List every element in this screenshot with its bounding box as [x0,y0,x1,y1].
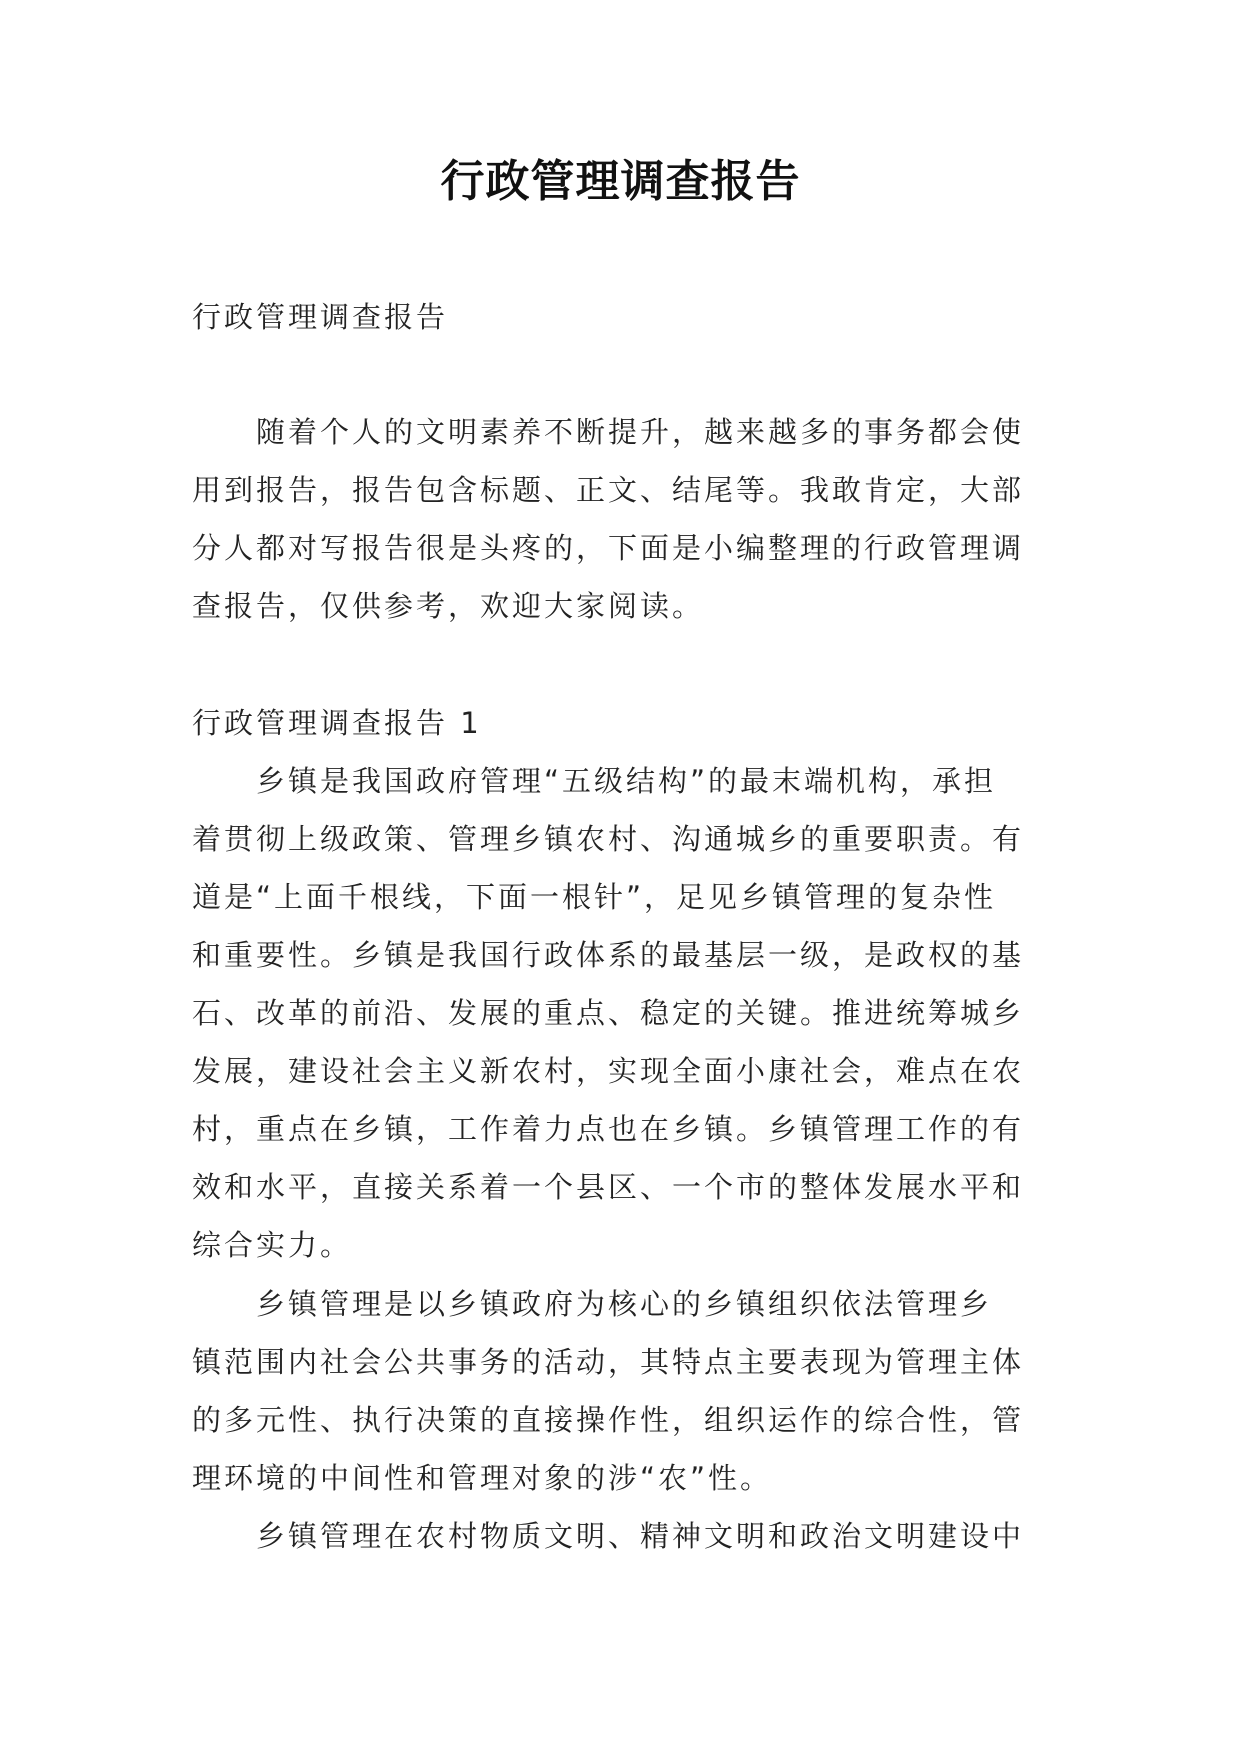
paragraph-line: 效和水平，直接关系着一个县区、一个市的整体发展水平和 [192,1170,1025,1204]
paragraph-line: 着贯彻上级政策、管理乡镇农村、沟通城乡的重要职责。有 [192,822,1025,856]
document-title: 行政管理调查报告 [440,156,801,207]
paragraph-line: 乡镇管理是以乡镇政府为核心的乡镇组织依法管理乡 [256,1287,993,1321]
paragraph-line: 石、改革的前沿、发展的重点、稳定的关键。推进统筹城乡 [192,996,1025,1030]
paragraph-line: 理环境的中间性和管理对象的涉“农”性。 [192,1461,773,1495]
section-heading-text: 行政管理调查报告 1 [192,706,482,740]
paragraph-line: 随着个人的文明素养不断提升，越来越多的事务都会使 [256,415,1025,449]
paragraph-line: 和重要性。乡镇是我国行政体系的最基层一级，是政权的基 [192,938,1025,972]
body-paragraph-3 [192,1507,1052,1565]
section-heading [192,694,1052,752]
paragraph-line: 道是“上面千根线，下面一根针”，足见乡镇管理的复杂性 [192,880,997,914]
paragraph-line: 用到报告，报告包含标题、正文、结尾等。我敢肯定，大部 [192,473,1025,507]
paragraph-line: 的多元性、执行决策的直接操作性，组织运作的综合性，管 [192,1403,1025,1437]
paragraph-line: 发展，建设社会主义新农村，实现全面小康社会，难点在农 [192,1054,1025,1088]
body-paragraph-2 [192,1275,1052,1507]
paragraph-line: 查报告，仅供参考，欢迎大家阅读。 [192,589,705,623]
paragraph-line: 分人都对写报告很是头疼的，下面是小编整理的行政管理调 [192,531,1025,565]
paragraph-line: 综合实力。 [192,1228,353,1262]
paragraph-line: 乡镇是我国政府管理“五级结构”的最末端机构，承担 [256,764,997,798]
document-subtitle [192,288,1052,346]
body-paragraph-1 [192,752,1052,1274]
paragraph-line: 镇范围内社会公共事务的活动，其特点主要表现为管理主体 [192,1345,1025,1379]
paragraph-line: 乡镇管理在农村物质文明、精神文明和政治文明建设中 [256,1519,1025,1553]
subtitle-line: 行政管理调查报告 [192,300,449,334]
paragraph-line: 村，重点在乡镇，工作着力点也在乡镇。乡镇管理工作的有 [192,1112,1025,1146]
intro-paragraph [192,403,1052,635]
